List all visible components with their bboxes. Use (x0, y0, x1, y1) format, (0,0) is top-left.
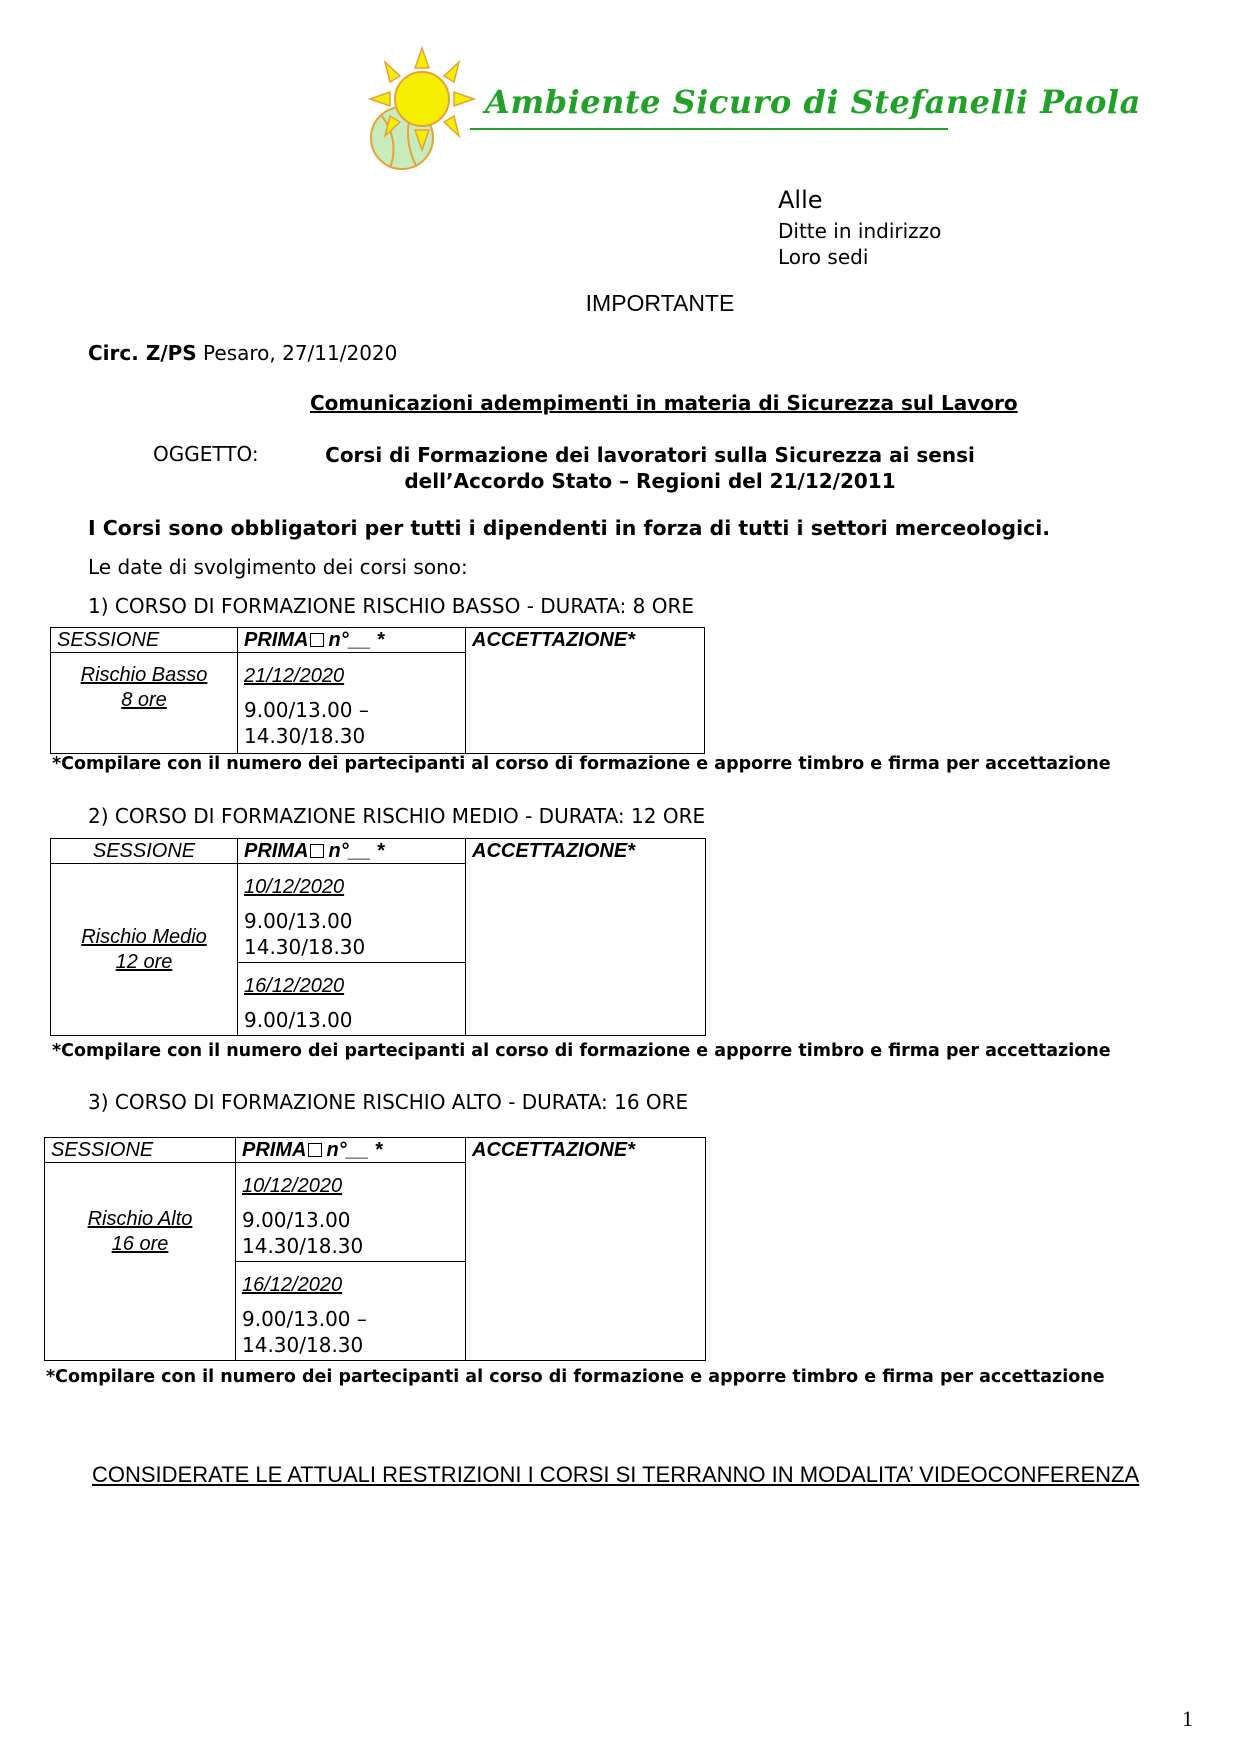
fill-note: *Compilare con il numero dei partecipanti al corso di formazione e apporre timbro e firma per accettazione (46, 1367, 1105, 1387)
header-session: SESSIONE (51, 628, 238, 653)
header-session: SESSIONE (45, 1138, 236, 1163)
fill-note: *Compilare con il numero dei partecipanti al corso di formazione e apporre timbro e firma per accettazione (52, 754, 1111, 774)
oggetto-text (300, 442, 1000, 494)
page-number: 1 (1182, 1706, 1193, 1731)
course-table-medio (50, 838, 706, 1036)
fill-note: *Compilare con il numero dei partecipanti al corso di formazione e apporre timbro e firma per accettazione (52, 1041, 1111, 1061)
checkbox-icon[interactable] (310, 633, 324, 647)
date-slot: 16/12/2020 9.00/13.00 – 14.30/18.30 (236, 1262, 466, 1361)
dates-intro: Le date di svolgimento dei corsi sono: (88, 555, 468, 579)
session-name: Rischio Basso 8 ore (51, 653, 238, 754)
checkbox-icon[interactable] (310, 844, 324, 858)
recipient-line-1: Ditte in indirizzo (778, 219, 942, 243)
date-slot: 21/12/2020 9.00/13.00 – 14.30/18.30 (238, 653, 466, 754)
brand-name: Ambiente Sicuro di Stefanelli Paola (485, 83, 1141, 121)
brand-underline (470, 128, 948, 130)
course-title-basso: 1) CORSO DI FORMAZIONE RISCHIO BASSO - DURATA: 8 ORE (88, 594, 694, 618)
course-table-basso (50, 627, 705, 754)
sun-logo-icon (360, 46, 480, 176)
header-prima: PRIMA n°__ * (236, 1138, 466, 1163)
date-slot: 16/12/2020 9.00/13.00 (238, 963, 466, 1036)
recipient-line-2: Loro sedi (778, 245, 869, 269)
header-accettazione[interactable]: ACCETTAZIONE* (466, 839, 706, 1036)
course-table-alto (44, 1137, 706, 1361)
circular-reference (88, 341, 397, 365)
oggetto-label: OGGETTO: (153, 442, 259, 466)
videoconference-notice: CONSIDERATE LE ATTUALI RESTRIZIONI I CORSI SI TERRANNO IN MODALITA’ VIDEOCONFERENZA (92, 1462, 1140, 1487)
circular-label: Circ. Z/PS (88, 341, 197, 365)
course-title-alto: 3) CORSO DI FORMAZIONE RISCHIO ALTO - DURATA: 16 ORE (88, 1090, 689, 1114)
header-prima: PRIMA n°__ * (238, 628, 466, 653)
header-prima: PRIMA n°__ * (238, 839, 466, 864)
header-accettazione[interactable]: ACCETTAZIONE* (466, 1138, 706, 1361)
obligatory-notice: I Corsi sono obbligatori per tutti i dipendenti in forza di tutti i settori merceologici. (88, 516, 1051, 540)
session-name: Rischio Medio 12 ore (51, 864, 238, 1036)
communication-title: Comunicazioni adempimenti in materia di Sicurezza sul Lavoro (310, 391, 1018, 415)
course-title-medio: 2) CORSO DI FORMAZIONE RISCHIO MEDIO - DURATA: 12 ORE (88, 804, 706, 828)
session-name: Rischio Alto 16 ore (45, 1163, 236, 1361)
recipient-address (778, 218, 941, 270)
oggetto-line-1: Corsi di Formazione dei lavoratori sulla Sicurezza ai sensi (325, 443, 975, 467)
importante-heading: IMPORTANTE (585, 290, 735, 316)
header-session: SESSIONE (51, 839, 238, 864)
place-date: Pesaro, 27/11/2020 (203, 341, 398, 365)
date-slot: 10/12/2020 9.00/13.00 14.30/18.30 (236, 1163, 466, 1262)
checkbox-icon[interactable] (308, 1143, 322, 1157)
recipient-salutation: Alle (778, 186, 823, 214)
oggetto-line-2: dell’Accordo Stato – Regioni del 21/12/2011 (404, 469, 896, 493)
header-accettazione[interactable]: ACCETTAZIONE* (466, 628, 705, 754)
date-slot: 10/12/2020 9.00/13.00 14.30/18.30 (238, 864, 466, 963)
